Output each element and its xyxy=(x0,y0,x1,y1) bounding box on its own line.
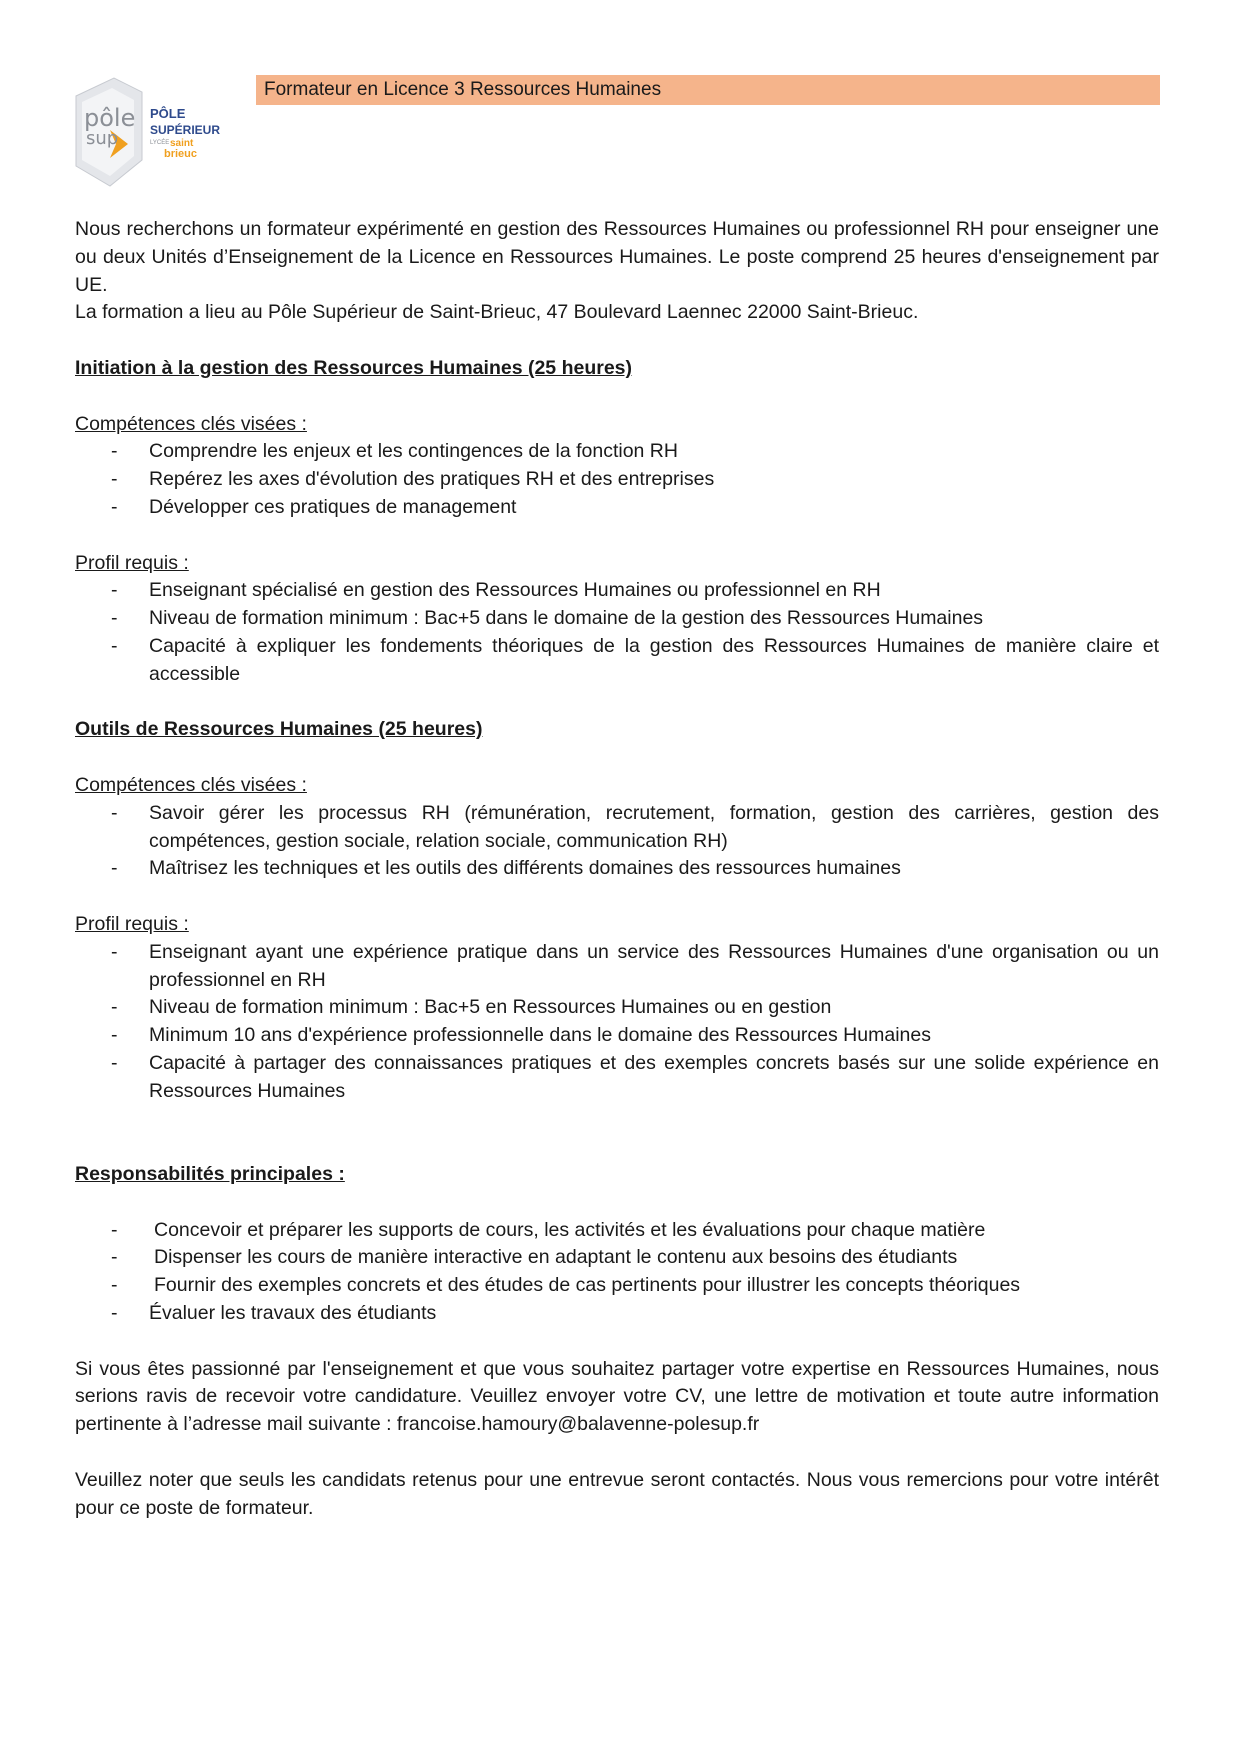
section1-profil-label: Profil requis : xyxy=(75,551,189,574)
list-item: - Capacité à expliquer les fondements théoriques de la gestion des Ressources Humaines de manière claire et accessible xyxy=(75,633,1159,689)
section2-heading: Outils de Ressources Humaines (25 heures) xyxy=(75,718,483,741)
logo-mark-line2: sup xyxy=(86,128,119,149)
section2-competences-list xyxy=(75,800,1159,883)
list-item: - Comprendre les enjeux et les contingences de la fonction RH xyxy=(75,438,1159,466)
logo-text-pole: PÔLE xyxy=(150,106,186,121)
logo-text-saint: saint xyxy=(170,138,194,149)
closing-note: Veuillez noter que seuls les candidats retenus pour une entrevue seront contactés. Nous vous remercions pour votre intérêt pour ce poste de formateur. xyxy=(75,1468,1159,1519)
section2-profil-label: Profil requis : xyxy=(75,912,189,935)
logo-text-brieuc: brieuc xyxy=(164,148,198,160)
logo-text-lycee: LYCÉE xyxy=(150,140,170,146)
list-item: - Maîtrisez les techniques et les outils des différents domaines des ressources humaines xyxy=(75,855,1159,883)
intro-location: La formation a lieu au Pôle Supérieur de Saint-Brieuc, 47 Boulevard Laennec 22000 Saint-Brieuc. xyxy=(75,301,919,324)
list-item: - Enseignant ayant une expérience pratique dans un service des Ressources Humaines d'une organisation ou un professionnel en RH xyxy=(75,939,1159,995)
closing-paragraph: Si vous êtes passionné par l'enseignement et que vous souhaitez partager votre expertise en Ressources Humaines, nous serions ravis de recevoir votre candidature. Veuillez envoyer votre CV, une lettre de motivation et toute autre information pertinente à l’adresse mail suivante : francoise.hamoury@balavenne-polesup.fr xyxy=(75,1357,1159,1436)
section2-profil-list xyxy=(75,939,1159,1106)
list-item: - Minimum 10 ans d'expérience professionnelle dans le domaine des Ressources Humaines xyxy=(75,1022,1159,1050)
responsabilites-list xyxy=(75,1217,1159,1328)
list-item: - Niveau de formation minimum : Bac+5 dans le domaine de la gestion des Ressources Humaines xyxy=(75,605,1159,633)
list-item: - Dispenser les cours de manière interactive en adaptant le contenu aux besoins des étudiants xyxy=(75,1244,1159,1272)
logo-mark-line1: pôle xyxy=(84,104,136,132)
section1-heading: Initiation à la gestion des Ressources Humaines (25 heures) xyxy=(75,356,633,379)
list-item: - Développer ces pratiques de management xyxy=(75,494,1159,522)
list-item: - Enseignant spécialisé en gestion des Ressources Humaines ou professionnel en RH xyxy=(75,577,1159,605)
pole-sup-logo xyxy=(62,74,242,194)
list-item: - Capacité à partager des connaissances pratiques et des exemples concrets basés sur une solide expérience en Ressources Humaines xyxy=(75,1050,1159,1106)
list-item: - Repérez les axes d'évolution des pratiques RH et des entreprises xyxy=(75,466,1159,494)
list-item: - Fournir des exemples concrets et des études de cas pertinents pour illustrer les concepts théoriques xyxy=(75,1272,1159,1300)
logo-graphic xyxy=(62,74,242,194)
section2-competences-label: Compétences clés visées : xyxy=(75,773,307,796)
list-item: - Niveau de formation minimum : Bac+5 en Ressources Humaines ou en gestion xyxy=(75,994,1159,1022)
section1-competences-list xyxy=(75,438,1159,521)
section1-profil-list xyxy=(75,577,1159,688)
section1-competences-label: Compétences clés visées : xyxy=(75,412,307,435)
intro-paragraph: Nous recherchons un formateur expérimenté en gestion des Ressources Humaines ou professionnel RH pour enseigner une ou deux Unités d’Enseignement de la Licence en Ressources Humaines. Le poste comprend 25 heures d'enseignement par UE. xyxy=(75,218,1159,296)
document-title: Formateur en Licence 3 Ressources Humaines xyxy=(256,75,1160,105)
list-item: - Évaluer les travaux des étudiants xyxy=(75,1300,1159,1328)
list-item: - Savoir gérer les processus RH (rémunération, recrutement, formation, gestion des carrières, gestion des compétences, gestion sociale, relation sociale, communication RH) xyxy=(75,800,1159,856)
list-item: - Concevoir et préparer les supports de cours, les activités et les évaluations pour chaque matière xyxy=(75,1217,1159,1245)
responsabilites-heading: Responsabilités principales : xyxy=(75,1163,345,1186)
document-body xyxy=(75,216,1159,1522)
logo-text-superieur: SUPÉRIEUR xyxy=(150,123,221,137)
